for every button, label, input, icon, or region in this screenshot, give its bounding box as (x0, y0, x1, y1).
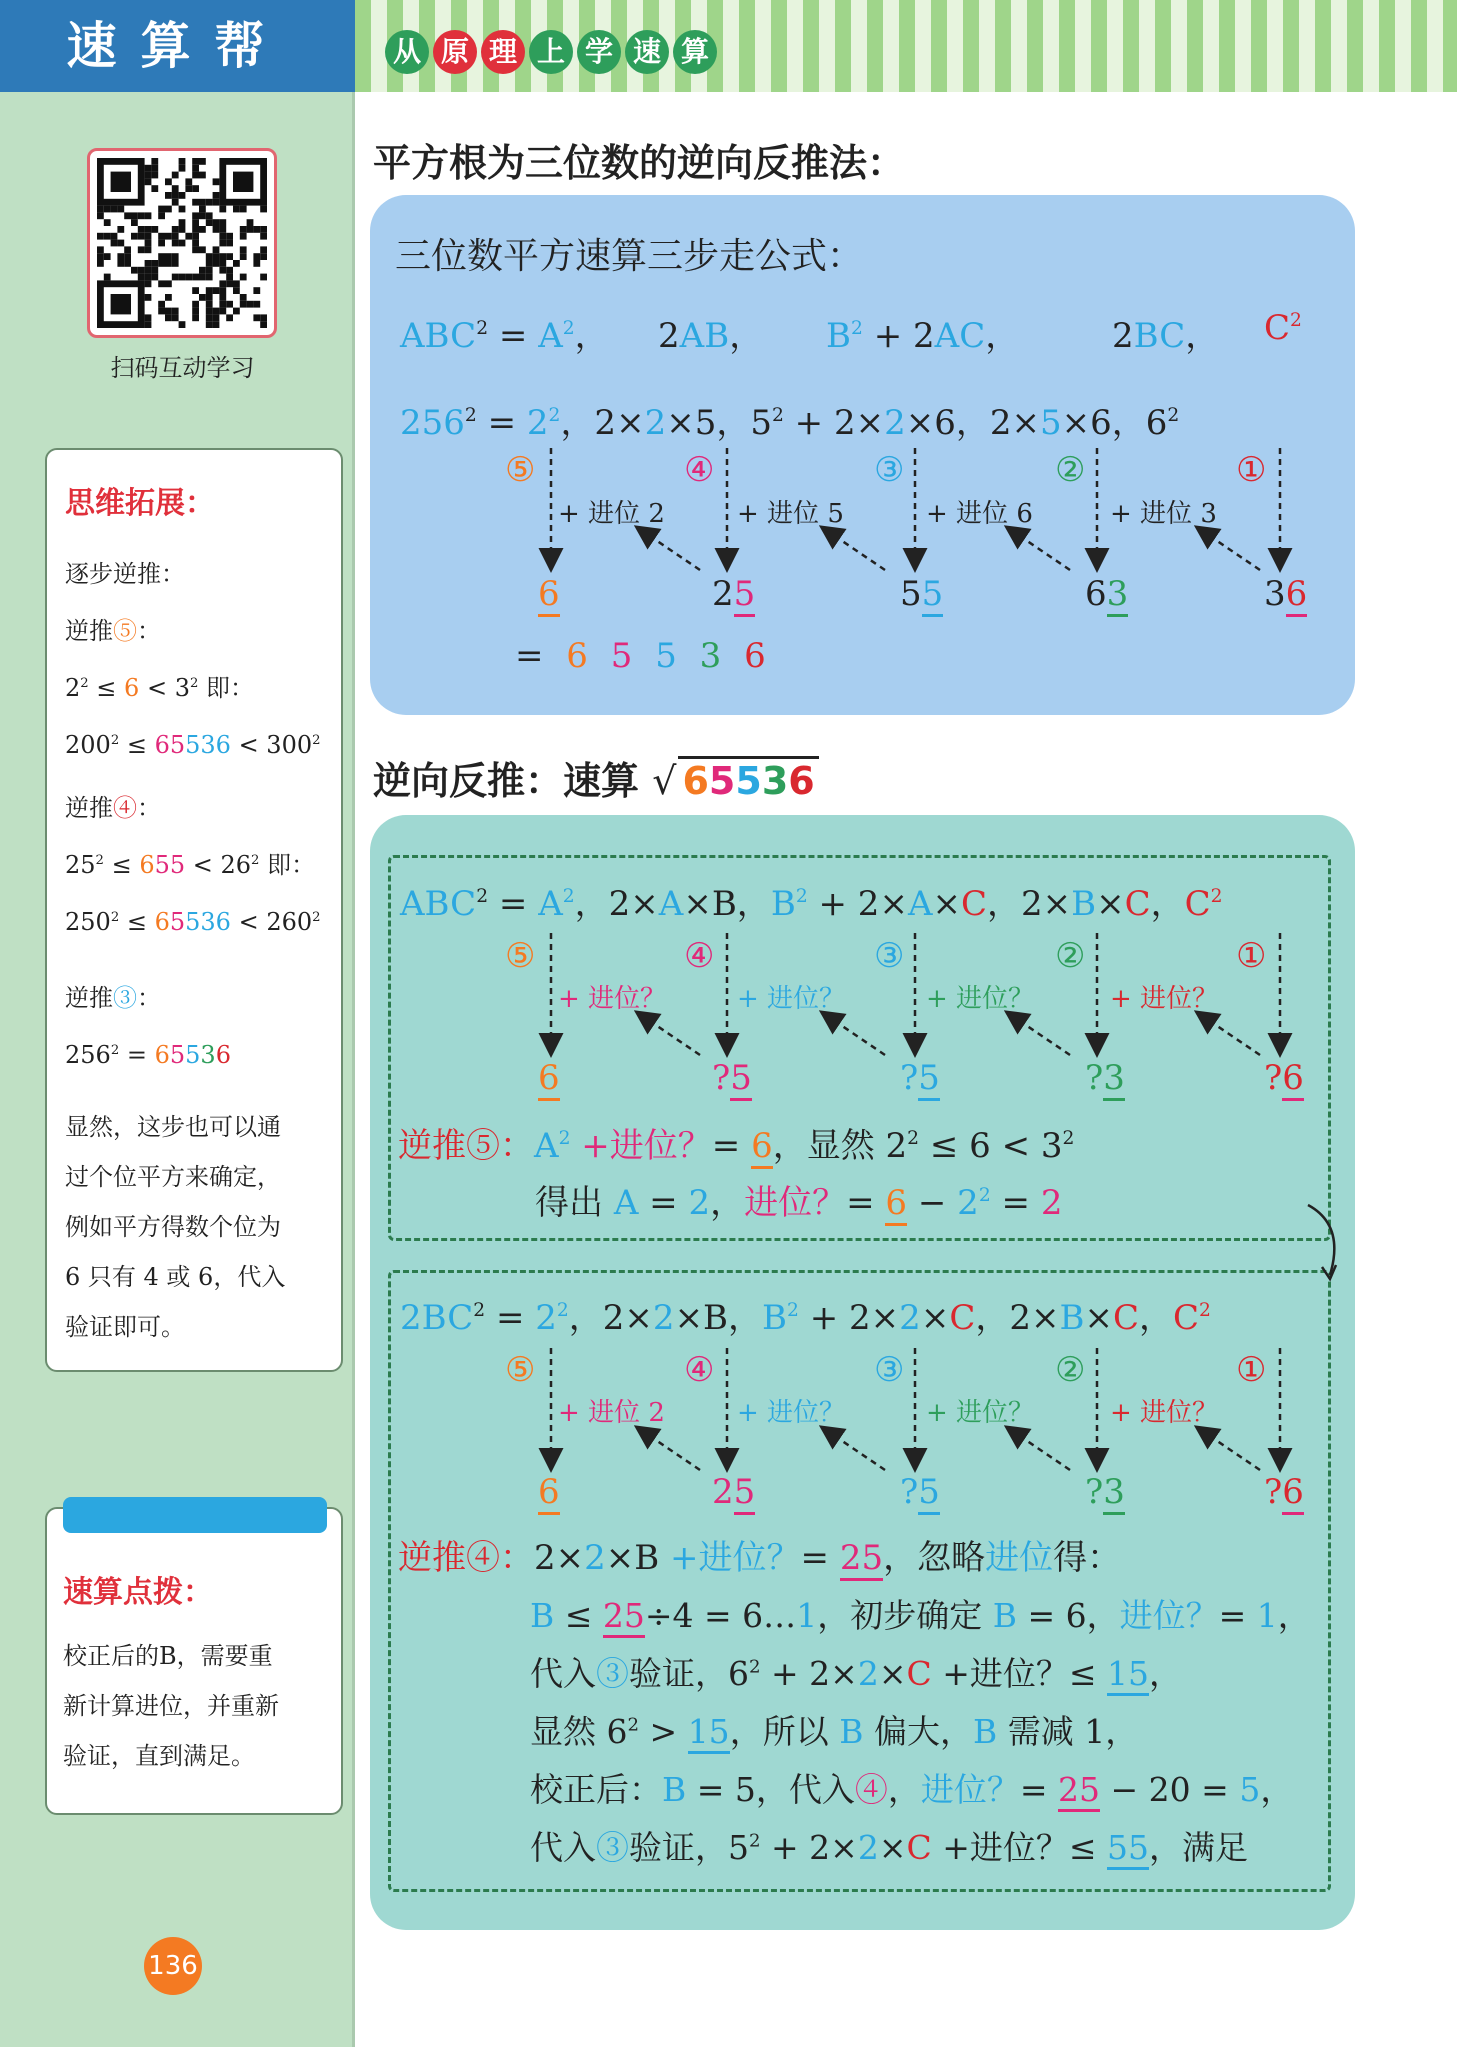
circle-2: ② (1055, 1350, 1086, 1390)
reverse-formula-line: $ABC^2 = A^2$，2×A×B，$B^2 + 2\times A\times C$，2×B×C，$C^2$ (400, 884, 1223, 924)
header-badge: 上 (529, 30, 573, 74)
sqrt-number: 65536 (678, 756, 818, 803)
final-answer: = 6 5 5 3 6 (515, 636, 772, 676)
thinking-card (45, 448, 343, 1372)
curve-arrow-icon (1300, 1195, 1350, 1285)
step5-line1: $2^2 \le 6 < 3^2$ 即： (65, 674, 254, 703)
circle-5: ⑤ (505, 936, 536, 976)
carry-label: + 进位？ (1110, 984, 1219, 1014)
circle-1: ① (1236, 450, 1267, 490)
step4-line1: $25^2 \le 655 < 26^2$ 即： (65, 851, 316, 880)
reverse4-line3: 代入③验证，$6^2 + 2\times 2\times C$ +进位？≤ 15， (530, 1648, 1182, 1695)
header-badge: 速 (625, 30, 669, 74)
carry-label: + 进位？ (737, 1398, 846, 1428)
formula-2ab: 2AB， (658, 316, 764, 356)
circle-3: ③ (874, 450, 905, 490)
result-digit: 25 (712, 1472, 755, 1512)
formula-2bc: 2BC， (1112, 316, 1220, 356)
thinking-title: 思维拓展： (65, 486, 215, 521)
reverse4-line1: 逆推④：2×2×B +进位？= 25，忽略进位得： (398, 1530, 1121, 1579)
note-line: 验证即可。 (65, 1313, 185, 1341)
note-line: 显然，这步也可以通 (65, 1113, 281, 1141)
tip-card (45, 1507, 343, 1815)
qr-caption: 扫码互动学习 (110, 354, 255, 382)
result-digit: 25 (712, 574, 755, 614)
tip-text (63, 1631, 328, 1781)
result-digit: 55 (900, 574, 943, 614)
circle-4: ④ (684, 936, 715, 976)
note-line: 例如平方得数个位为 (65, 1213, 281, 1241)
carry-label: + 进位 6 (926, 499, 1033, 529)
header-badge: 算 (673, 30, 717, 74)
circle-2: ② (1055, 936, 1086, 976)
result-digit: 63 (1085, 574, 1128, 614)
heading-main: 平方根为三位数的逆向反推法： (373, 141, 906, 185)
reverse4-line2: B ≤ 25÷4 = 6…1，初步确定 B = 6，进位？= 1， (530, 1590, 1311, 1637)
formula-title: 三位数平方速算三步走公式： (395, 236, 864, 277)
step4-line2: $250^2 \le 65536 < 260^2$ (65, 908, 321, 937)
result-digit: 36 (1264, 574, 1307, 614)
result-digit: ?3 (1085, 1472, 1125, 1512)
step5-label: 逆推⑤： (65, 617, 161, 645)
result-digit: ?3 (1085, 1058, 1125, 1098)
sidebar-divider (352, 92, 355, 2047)
circle-5: ⑤ (505, 450, 536, 490)
formula-abc-line: $ABC^2 = A^2$， (400, 316, 609, 356)
tip-line: 校正后的B，需要重 (63, 1642, 273, 1670)
header-badge: 从 (385, 30, 429, 74)
heading-reverse: 逆向反推：速算 √ 65536 (373, 750, 819, 805)
reverse5-line2: 得出 A = 2，进位？= $6 - 2^2 = 2$ (535, 1175, 1062, 1224)
result-digit: 6 (538, 574, 560, 614)
step3-line1: $256^2 = 65536$ (65, 1041, 231, 1070)
result-digit: ?5 (712, 1058, 752, 1098)
step4-label: 逆推④： (65, 794, 161, 822)
circle-1: ① (1236, 936, 1267, 976)
result-digit: ?5 (900, 1058, 940, 1098)
circle-2: ② (1055, 450, 1086, 490)
reverse5-line1: 逆推⑤：$A^2$ +进位？= 6，显然 $2^2 \le 6 < 3^2$ (398, 1118, 1074, 1167)
circle-4: ④ (684, 450, 715, 490)
carry-label: + 进位 3 (1110, 499, 1217, 529)
brand-title: 速算帮 (0, 0, 355, 92)
reverse4-line6: 代入③验证，$5^2 + 2\times 2\times C$ +进位？≤ 55，满足 (530, 1822, 1248, 1869)
formula-c2: $C^2$ (1264, 308, 1302, 348)
result-digit: ?6 (1264, 1058, 1304, 1098)
carry-label: + 进位 2 (558, 1398, 665, 1428)
result-digit: 6 (538, 1058, 560, 1098)
circle-3: ③ (874, 936, 905, 976)
reverse-formula-line2: $2BC^2 = 2^2$，2×2×B，$B^2 + 2\times 2\times C$，2×B×C，$C^2$ (400, 1298, 1211, 1338)
circle-4: ④ (684, 1350, 715, 1390)
reverse4-line4: 显然 $6^2 > 15$，所以 B 偏大，B 需减 1， (530, 1706, 1138, 1753)
note-line: 6 只有 4 或 6，代入 (65, 1263, 286, 1291)
thinking-note (65, 1102, 330, 1352)
step3-label: 逆推③： (65, 984, 161, 1012)
header-badge: 原 (433, 30, 477, 74)
carry-label: + 进位？ (1110, 1398, 1219, 1428)
carry-label: + 进位？ (926, 1398, 1035, 1428)
header-badge: 理 (481, 30, 525, 74)
tip-line: 新计算进位，并重新 (63, 1692, 279, 1720)
formula-b2: $B^2 + 2AC$， (826, 316, 1020, 356)
carry-label: + 进位 5 (737, 499, 844, 529)
qr-code-icon[interactable] (97, 158, 267, 328)
thinking-intro: 逐步逆推： (65, 560, 185, 588)
result-digit: 6 (538, 1472, 560, 1512)
header-badge: 学 (577, 30, 621, 74)
carry-label: + 进位？ (926, 984, 1035, 1014)
note-line: 过个位平方来确定， (65, 1163, 281, 1191)
carry-label: + 进位？ (737, 984, 846, 1014)
result-digit: ?5 (900, 1472, 940, 1512)
header-badges (385, 30, 717, 74)
reverse4-line5: 校正后：B = 5，代入④，进位？= 25 − 20 = 5， (530, 1764, 1293, 1811)
heading-reverse-text: 逆向反推：速算 (373, 759, 640, 803)
step5-line2: $200^2 \le 65536 < 300^2$ (65, 731, 321, 760)
example-line: $256^2 = 2^2$，2×2×5，$5^2 + 2\times 2\times 6$，2×5×6，$6^2$ (400, 403, 1180, 443)
tip-line: 验证，直到满足。 (63, 1742, 255, 1770)
circle-3: ③ (874, 1350, 905, 1390)
carry-label: + 进位？ (558, 984, 667, 1014)
tip-card-tab (63, 1497, 327, 1533)
carry-label: + 进位 2 (558, 499, 665, 529)
tip-title: 速算点拨： (63, 1575, 213, 1610)
circle-1: ① (1236, 1350, 1267, 1390)
result-digit: ?6 (1264, 1472, 1304, 1512)
circle-5: ⑤ (505, 1350, 536, 1390)
page-number: 136 (144, 1937, 202, 1995)
